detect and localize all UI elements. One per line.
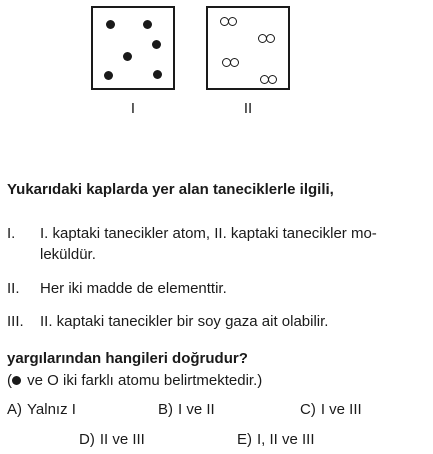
atom-dot <box>143 20 152 29</box>
statement-1-roman: I. <box>7 225 16 242</box>
container-box-1 <box>91 6 175 90</box>
atom-dot <box>104 71 113 80</box>
statement-2-roman: II. <box>7 280 20 297</box>
molecule-icon <box>220 17 240 27</box>
option-e[interactable] <box>237 431 315 449</box>
statement-3-text: II. kaptaki tanecikler bir soy gaza ait olabilir. <box>40 313 329 330</box>
question-stem: Yukarıdaki kaplarda yer alan taneciklerle ilgili, <box>7 181 334 198</box>
question-prompt: yargılarından hangileri doğrudur? <box>7 350 248 367</box>
option-a-letter: A) <box>7 401 22 418</box>
atom-dot <box>106 20 115 29</box>
option-d-text: II ve III <box>99 431 145 448</box>
option-c-text: I ve III <box>320 401 362 418</box>
option-a[interactable] <box>7 401 76 419</box>
option-b-text: I ve II <box>178 401 215 418</box>
molecule-icon <box>222 58 242 68</box>
option-b-letter: B) <box>158 401 173 418</box>
legend-note <box>7 372 262 390</box>
statement-1-text: I. kaptaki tanecikler atom, II. kaptaki tanecikler mo- <box>40 225 377 242</box>
molecule-icon <box>260 75 280 85</box>
option-e-letter: E) <box>237 431 252 448</box>
box-2-label: II <box>243 100 253 117</box>
note-open-paren: ( <box>7 372 12 389</box>
atom-dot <box>123 52 132 61</box>
atom-dot-icon <box>12 376 21 385</box>
container-box-2 <box>206 6 290 90</box>
option-a-text: Yalnız I <box>27 401 76 418</box>
option-c[interactable] <box>300 401 362 419</box>
option-d-letter: D) <box>79 431 95 448</box>
box-1-label: I <box>130 100 136 117</box>
option-c-letter: C) <box>300 401 316 418</box>
note-text: ve O iki farklı atomu belirtmektedir.) <box>27 372 263 389</box>
atom-dot <box>152 40 161 49</box>
statement-3-roman: III. <box>7 313 24 330</box>
option-b[interactable] <box>158 401 215 419</box>
statement-2-text: Her iki madde de elementtir. <box>40 280 227 297</box>
option-d[interactable] <box>79 431 145 449</box>
statement-1-text-cont: leküldür. <box>40 246 96 263</box>
molecule-icon <box>258 34 278 44</box>
atom-dot <box>153 70 162 79</box>
option-e-text: I, II ve III <box>257 431 315 448</box>
